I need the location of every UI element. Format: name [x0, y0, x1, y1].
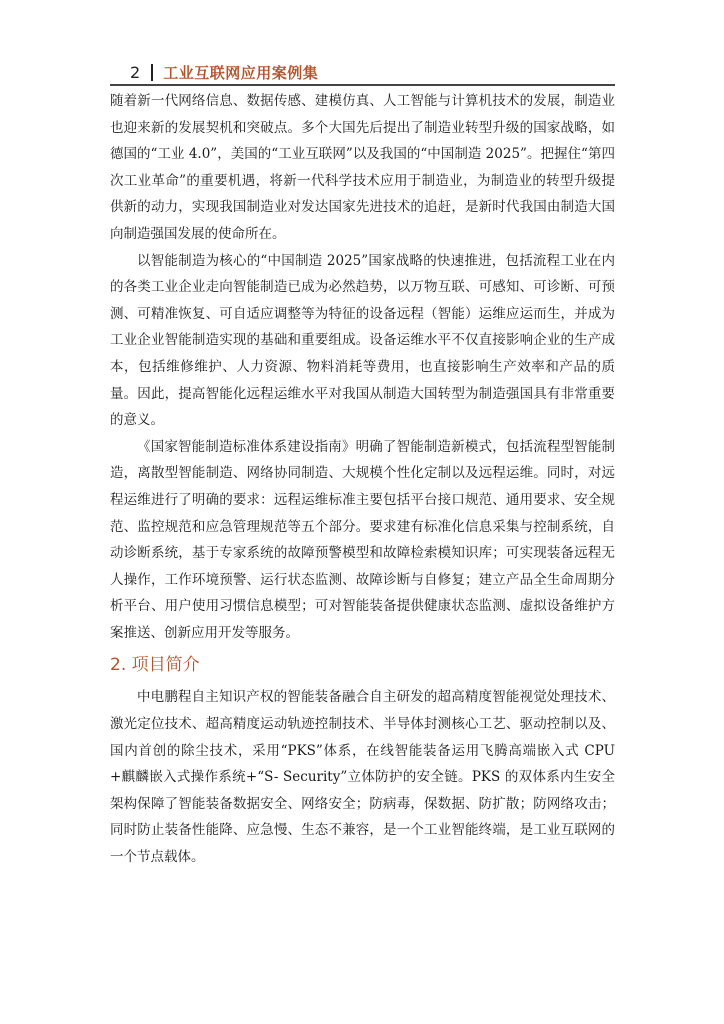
header-title: 工业互联网应用案例集 [163, 63, 319, 82]
body-paragraph: 《国家智能制造标准体系建设指南》明确了智能制造新模式，包括流程型智能制造，离散型智能制造、网络协同制造、大规模个性化定制以及远程运维。同时，对远程运维进行了明确的要求：远程运维标准主要包括平台接口规范、通用要求、安全规范、监控规范和应急管理规范等五个部分。要求建有标准化信息采集与控制系统，自动诊断系统，基于专家系统的故障预警模型和故障检索模知识库；可实现装备远程无人操作，工作环境预警、运行状态监测、故障诊断与自修复；建立产品全生命周期分析平台、用户使用习惯信息模型；可对智能装备提供健康状态监测、虚拟设备维护方案推送、创新应用开发等服务。 [110, 438, 615, 641]
body-paragraph: 以智能制造为核心的“中国制造 2025”国家战略的快速推进，包括流程工业在内的各类工业企业走向智能制造已成为必然趋势，以万物互联、可感知、可诊断、可预测、可精准恢复、可自适应调整等为特征的设备远程（智能）运维应运而生，并成为工业企业智能制造实现的基础和重要组成。设备运维水平不仅直接影响企业的生产成本，包括维修维护、人力资源、物料消耗等费用，也直接影响生产效率和产品的质量。因此，提高智能化远程运维水平对我国从制造大国转型为制造强国具有非常重要的意义。 [110, 252, 615, 429]
header-divider [151, 64, 153, 81]
page-content [110, 88, 615, 871]
section-heading: 2. 项目简介 [110, 655, 200, 676]
section-paragraph: 中电鹏程自主知识产权的智能装备融合自主研发的超高精度智能视觉处理技术、激光定位技术、超高精度运动轨迹控制技术、半导体封测核心工艺、驱动控制以及、国内首创的除尘技术，采用“PKS”体系，在线智能装备运用飞腾高端嵌入式 CPU+麒麟嵌入式操作系统+“S- Security”立体防护的安全链。PKS 的双体系内生安全架构保障了智能装备数据安全、网络安全；防病毒，保数据、防扩散；防网络攻击；同时防止装备性能降、应急慢、生态不兼容，是一个工业智能终端，是工业互联网的一个节点载体。 [110, 689, 615, 866]
page-number: 2 [130, 62, 141, 82]
header-rule [110, 84, 615, 86]
page-header [110, 60, 615, 84]
body-paragraph: 随着新一代网络信息、数据传感、建模仿真、人工智能与计算机技术的发展，制造业也迎来新的发展契机和突破点。多个大国先后提出了制造业转型升级的国家战略，如德国的“工业 4.0”，美国的“工业互联网”以及我国的“中国制造 2025”。把握住“第四次工业革命”的重要机遇，将新一代科学技术应用于制造业，为制造业的转型升级提供新的动力，实现我国制造业对发达国家先进技术的追赶，是新时代我国由制造大国向制造强国发展的使命所在。 [110, 93, 615, 242]
